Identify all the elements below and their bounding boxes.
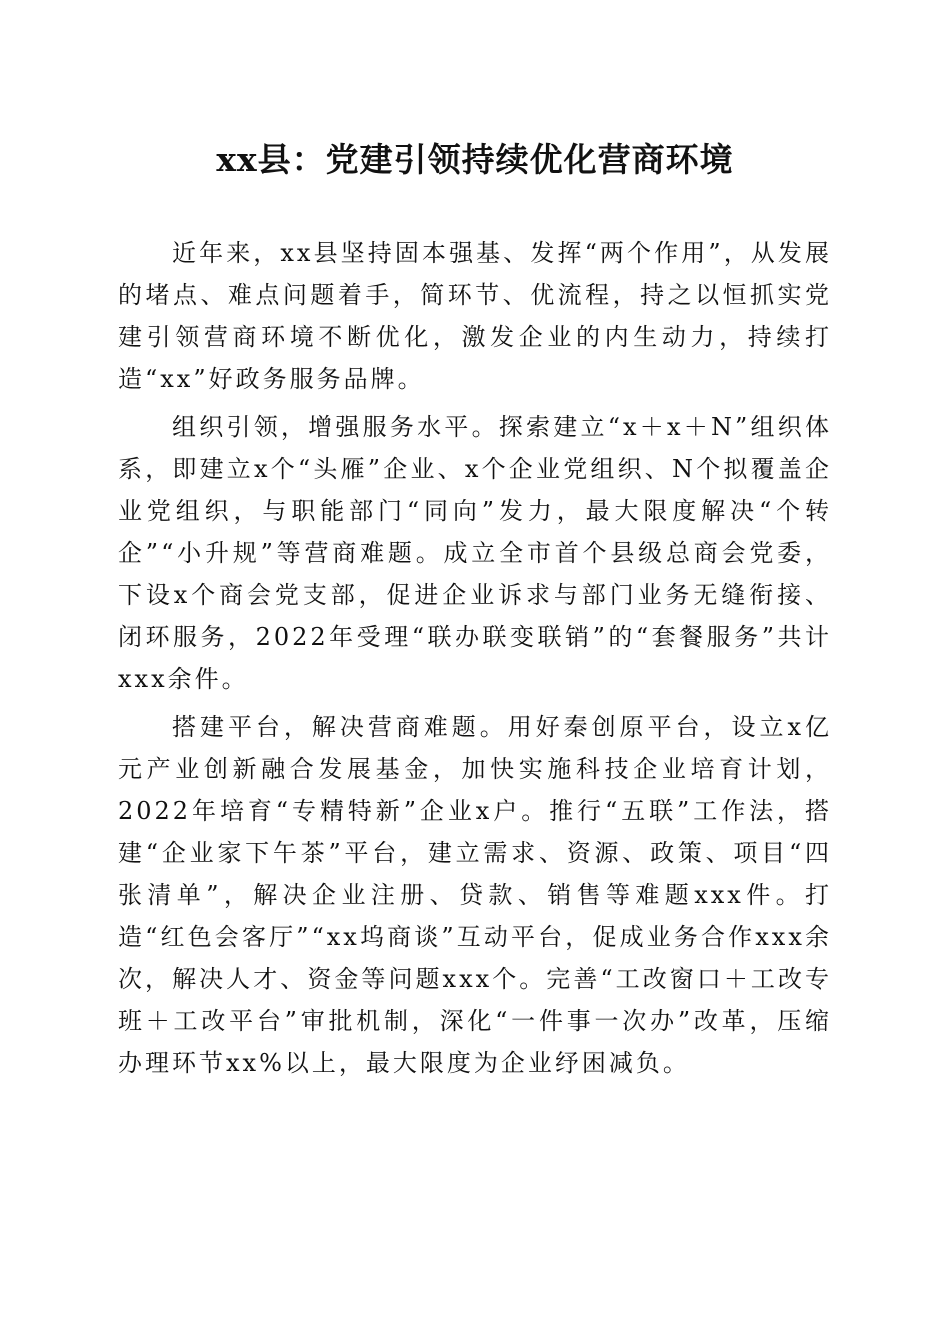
paragraph-organization-leadership: 组织引领，增强服务水平。探索建立“x＋x＋N”组织体系，即建立x个“头雁”企业、x个企业党组织、N个拟覆盖企业党组织，与职能部门“同向”发力，最大限度解决“个转企”“小升规”等营商难题。成立全市首个县级总商会党委，下设x个商会党支部，促进企业诉求与部门业务无缝衔接、闭环服务，2022年受理“联办联变联销”的“套餐服务”共计xxx余件。 [118,413,832,693]
paragraph-intro: 近年来，xx县坚持固本强基、发挥“两个作用”，从发展的堵点、难点问题着手，简环节、优流程，持之以恒抓实党建引领营商环境不断优化，激发企业的内生动力，持续打造“xx”好政务服务品牌。 [118,239,832,393]
paragraph-platform-building: 搭建平台，解决营商难题。用好秦创原平台，设立x亿元产业创新融合发展基金，加快实施科技企业培育计划，2022年培育“专精特新”企业x户。推行“五联”工作法，搭建“企业家下午茶”平台，建立需求、资源、政策、项目“四张清单”，解决企业注册、贷款、销售等难题xxx件。打造“红色会客厅”“xx坞商谈”互动平台，促成业务合作xxx余次，解决人才、资金等问题xxx个。完善“工改窗口＋工改专班＋工改平台”审批机制，深化“一件事一次办”改革，压缩办理环节xx%以上，最大限度为企业纾困减负。 [118,713,832,1077]
document-title: xx县：党建引领持续优化营商环境 [216,140,734,179]
document-body [118,232,832,1090]
